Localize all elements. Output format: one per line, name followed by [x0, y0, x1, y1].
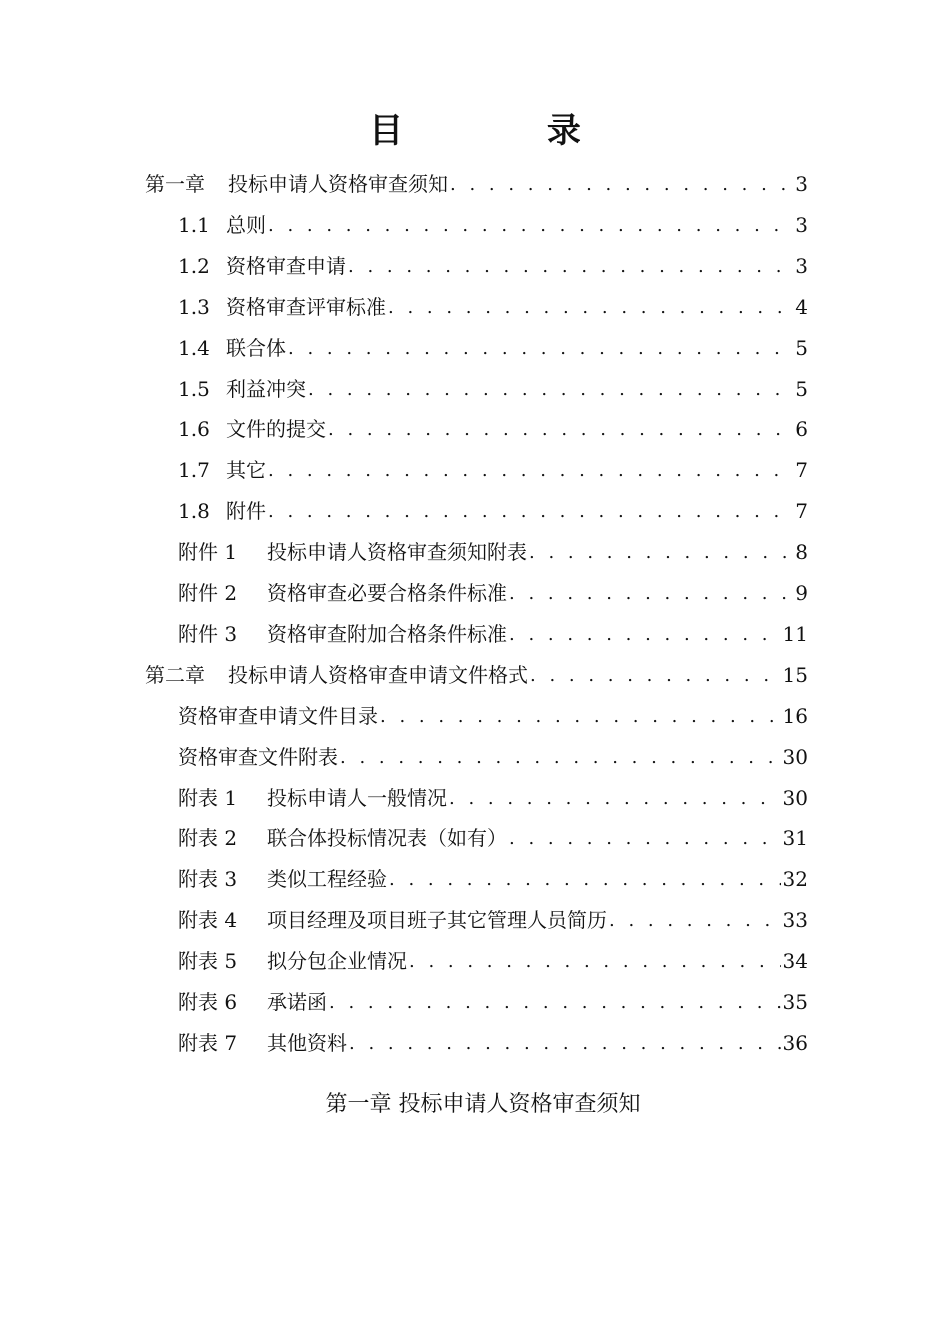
section-heading: 第一章 投标申请人资格审查须知 [325, 1092, 641, 1117]
toc-entry-number: 附表 7 [178, 1030, 238, 1055]
toc-page-number: 32 [782, 867, 808, 892]
toc-dot-leader [308, 369, 793, 410]
toc-entry[interactable] [178, 205, 808, 246]
toc-entry-number: 1.1 [178, 212, 210, 237]
toc-dot-leader [268, 205, 793, 246]
toc-entry[interactable] [178, 287, 808, 328]
toc-entry-title: 投标申请人资格审查须知附表 [267, 540, 527, 565]
toc-dot-leader [348, 246, 793, 287]
toc-entry-title: 其他资料 [267, 1030, 347, 1055]
toc-page-number: 8 [795, 540, 808, 565]
toc-page-number: 36 [782, 1030, 808, 1055]
toc-page-number: 9 [795, 581, 808, 605]
toc-title: 目 录 [369, 111, 647, 151]
toc-entry-title: 总则 [226, 212, 266, 237]
toc-dot-leader [530, 655, 781, 696]
toc-entry-title: 联合体 [226, 335, 286, 360]
toc-entry-number: 附表 3 [178, 867, 238, 892]
toc-dot-leader [288, 328, 793, 369]
toc-dot-leader [529, 532, 793, 573]
toc-entry[interactable] [178, 982, 808, 1023]
toc-dot-leader [389, 859, 781, 900]
toc-dot-leader [409, 941, 781, 982]
toc-dot-leader [349, 1023, 781, 1064]
toc-dot-leader [268, 450, 793, 491]
toc-entry-title: 利益冲突 [226, 376, 306, 401]
toc-page-number: 7 [795, 499, 808, 524]
toc-entry-title: 投标申请人一般情况 [267, 785, 447, 810]
toc-entry-title: 资格审查附加合格条件标准 [267, 621, 507, 646]
toc-page-number: 31 [782, 826, 808, 851]
toc-entry-title: 资格审查文件附表 [178, 744, 338, 769]
toc-entry[interactable] [178, 532, 808, 573]
toc-entry-number: 附表 1 [178, 785, 238, 810]
toc-entry-number: 第一章 [145, 172, 205, 196]
toc-entry-number: 1.7 [178, 458, 210, 483]
toc-entry-number: 1.6 [178, 417, 210, 442]
toc-dot-leader [329, 982, 781, 1023]
toc-entry-number: 第二章 [145, 662, 205, 687]
toc-entry-title: 文件的提交 [226, 417, 326, 442]
toc-dot-leader [609, 900, 781, 941]
toc-entry[interactable] [178, 941, 808, 982]
toc-entry-title: 投标申请人资格审查须知 [228, 172, 448, 196]
toc-entry[interactable] [178, 1023, 808, 1064]
toc-entry-number: 附表 5 [178, 949, 238, 974]
toc-page-number: 16 [782, 703, 808, 728]
toc-page-number: 30 [782, 785, 808, 810]
toc-entry-number: 1.2 [178, 253, 210, 278]
toc-entry-number: 1.4 [178, 335, 210, 360]
toc-page-number: 30 [782, 744, 808, 769]
toc-entry-number: 附件 2 [178, 581, 238, 605]
toc-dot-leader [509, 818, 781, 859]
toc-entry-number: 附件 1 [178, 540, 238, 565]
toc-entry-number: 附件 3 [178, 621, 238, 646]
toc-entry-number: 附表 6 [178, 990, 238, 1014]
toc-page-number: 5 [795, 376, 808, 401]
toc-page-number: 15 [782, 662, 808, 687]
toc-entry[interactable] [178, 491, 808, 532]
toc-dot-leader [380, 696, 781, 737]
toc-entry[interactable] [178, 573, 808, 614]
toc-entry[interactable] [178, 328, 808, 369]
toc-entry-title: 拟分包企业情况 [267, 949, 407, 974]
toc-entry[interactable] [145, 655, 808, 696]
toc-page-number: 34 [782, 949, 808, 974]
toc-entry-number: 附表 4 [178, 908, 238, 933]
toc-dot-leader [509, 573, 793, 614]
toc-entry-title: 其它 [226, 458, 266, 483]
toc-entry[interactable] [178, 246, 808, 287]
toc-dot-leader [268, 491, 793, 532]
toc-entry[interactable] [178, 369, 808, 410]
toc-entry-title: 联合体投标情况表（如有） [267, 826, 507, 851]
toc-entry-title: 资格审查必要合格条件标准 [267, 581, 507, 605]
toc-entry-number: 1.3 [178, 294, 210, 319]
toc-entry-title: 承诺函 [267, 990, 327, 1014]
toc-entry-title: 资格审查申请文件目录 [178, 703, 378, 728]
toc-entry[interactable] [178, 737, 808, 778]
toc-entry-number: 1.8 [178, 499, 210, 524]
toc-entry-title: 资格审查评审标准 [226, 294, 386, 319]
toc-entry-title: 类似工程经验 [267, 867, 387, 892]
toc-page-number: 33 [782, 908, 808, 933]
toc-entry[interactable] [178, 900, 808, 941]
toc-entry[interactable] [145, 164, 808, 205]
toc-dot-leader [449, 778, 781, 819]
toc-entry[interactable] [178, 450, 808, 491]
toc-entry[interactable] [178, 778, 808, 819]
toc-page-number: 3 [795, 172, 808, 196]
toc-page-number: 3 [795, 253, 808, 278]
toc-entry[interactable] [178, 859, 808, 900]
toc-entry-title: 投标申请人资格审查申请文件格式 [228, 662, 528, 687]
toc-entry-title: 项目经理及项目班子其它管理人员简历 [267, 908, 607, 933]
toc-page-number: 35 [782, 990, 808, 1014]
toc-entry[interactable] [178, 818, 808, 859]
toc-dot-leader [450, 164, 793, 205]
toc-dot-leader [340, 737, 781, 778]
toc-page-number: 5 [795, 335, 808, 360]
toc-entry-number: 附表 2 [178, 826, 238, 851]
toc-page-number: 7 [795, 458, 808, 483]
toc-entry-title: 资格审查申请 [226, 253, 346, 278]
toc-page-number: 6 [795, 417, 808, 442]
toc-page-number: 4 [795, 294, 808, 319]
toc-page-number: 3 [795, 212, 808, 237]
toc-entry-number: 1.5 [178, 376, 210, 401]
toc-entry-title: 附件 [226, 499, 266, 524]
toc-entry[interactable] [178, 696, 808, 737]
toc-entry[interactable] [178, 614, 808, 655]
toc-dot-leader [388, 287, 793, 328]
toc-page-number: 11 [782, 621, 808, 646]
toc-entry[interactable] [178, 409, 808, 450]
toc-dot-leader [509, 614, 781, 655]
toc-dot-leader [328, 409, 793, 450]
